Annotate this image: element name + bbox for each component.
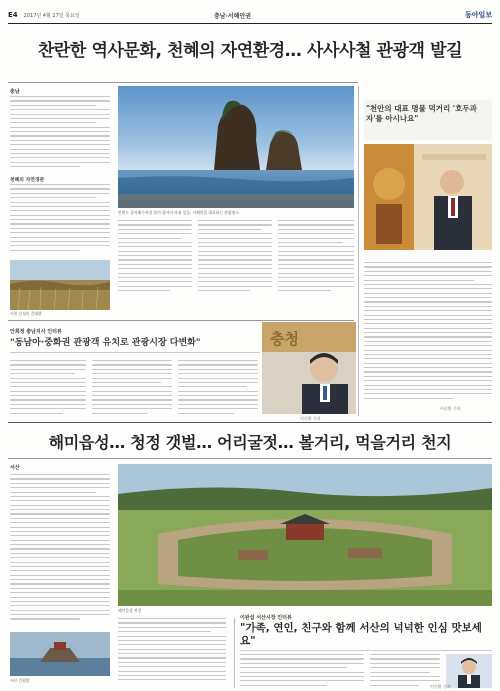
reed-field-photo [10, 260, 110, 310]
interview2-body-1 [10, 360, 86, 416]
reed-field-caption: 서천 신성리 갈대밭 [10, 311, 42, 316]
interview3-label: 이완섭 서산시장 인터뷰 [240, 615, 292, 621]
interview2-quote: "동남아·중화권 관광객 유치로 관광시장 다변화" [10, 338, 201, 348]
interview2-body-3 [178, 360, 258, 416]
interview2-label: 안희정 충남지사 인터뷰 [10, 329, 62, 335]
interview3-byline: 이중환 기자 [430, 684, 451, 689]
interview1-body [364, 262, 492, 402]
fortress-caption: 해미읍성 전경 [118, 608, 142, 613]
sunset-rock-caption: 안면도 꽃지해수욕장 할미·할아비 바위 일몰. 서해안을 대표하는 관광명소 [118, 210, 239, 215]
interview2-byline: 이중환 기자 [300, 416, 321, 421]
sunset-rock-photo [118, 86, 354, 208]
page-number: E4 [8, 11, 18, 19]
svg-text:충청: 충청 [270, 330, 299, 348]
bottom-headline: 해미읍성… 청정 갯벌… 어리굴젓… 볼거리, 먹을거리 천지 [48, 433, 452, 452]
interview2-body-2 [92, 360, 172, 416]
fortress-photo [118, 464, 492, 606]
top-subhead: 천혜의 자연경관 [10, 178, 45, 183]
top-headline: 찬란한 역사문화, 천혜의 자연환경… 사사사철 관광객 발길 [37, 41, 463, 61]
issue-date: 2017년 4월 27일 목요일 [23, 12, 80, 19]
top-body-text-2 [10, 184, 110, 256]
interview3-body-1 [240, 654, 364, 688]
thumb-photo [10, 632, 110, 676]
bottom-body-1 [10, 474, 110, 624]
top-col-label: 충남 [10, 89, 20, 95]
section-rule-2 [8, 320, 354, 321]
headline-rule [8, 82, 358, 83]
interview1-photo [364, 144, 492, 250]
interview1-byline: 이중환 기자 [440, 406, 461, 411]
page-header [8, 8, 492, 22]
thumb-caption: 서산 간월암 [10, 678, 30, 683]
interview1-quote: "천안의 대표 명물 먹거리 '호두과자'를 아시나요" [366, 104, 477, 123]
column-divider-1 [358, 86, 359, 416]
section-rule-3 [8, 422, 492, 423]
interview2-photo [262, 322, 356, 414]
brand-logo: 동아일보 [464, 10, 492, 19]
interview3-quote: "가족, 연인, 친구와 함께 서산의 넉넉한 인심 맛보세요" [240, 622, 482, 647]
bottom-col-label: 서산 [10, 465, 20, 471]
bottom-body-2 [118, 618, 226, 684]
top-body-text-4 [198, 220, 272, 296]
interview3-photo [446, 654, 492, 688]
interview3-body-2 [370, 654, 440, 688]
top-body-text-3 [118, 220, 192, 296]
header-rule [8, 23, 492, 24]
section-name: 충남·서해안권 [214, 12, 252, 20]
top-body-text-1 [10, 96, 110, 174]
top-body-text-5 [278, 220, 354, 296]
